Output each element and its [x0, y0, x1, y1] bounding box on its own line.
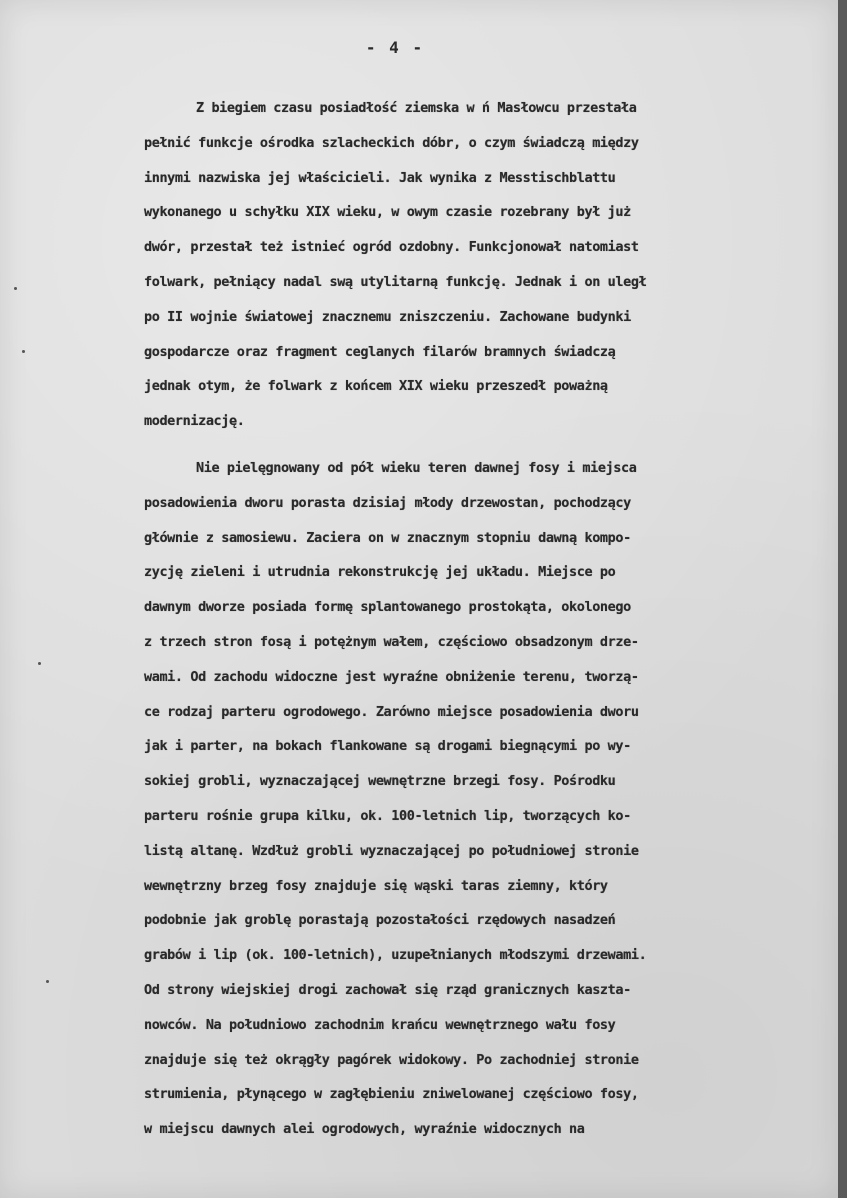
text-line: wewnętrzny brzeg fosy znajduje się wąski taras ziemny, który	[144, 877, 608, 894]
text-line: folwark, pełniący nadal swą utylitarną funkcję. Jednak i on uległ	[144, 273, 647, 290]
paragraph	[144, 98, 824, 446]
paper-speck	[22, 350, 25, 353]
text-line: gospodarcze oraz fragment ceglanych filarów bramnych świadczą	[144, 343, 616, 360]
text-line: innymi nazwiska jej właścicieli. Jak wynika z Messtischblattu	[144, 169, 616, 186]
text-line: znajduje się też okrągły pagórek widokowy. Po zachodniej stronie	[144, 1051, 639, 1068]
text-line: Od strony wiejskiej drogi zachował się rząd granicznych kaszta-	[144, 981, 631, 998]
text-line: wami. Od zachodu widoczne jest wyraźne obniżenie terenu, tworzą-	[144, 668, 639, 685]
paragraph-gap	[144, 446, 824, 458]
text-line: nowców. Na południowo zachodnim krańcu wewnętrznego wału fosy	[144, 1016, 616, 1033]
paragraph	[144, 458, 824, 1154]
text-line: z trzech stron fosą i potężnym wałem, częściowo obsadzonym drze-	[144, 633, 639, 650]
text-line: podobnie jak groblę porastają pozostałości rzędowych nasadzeń	[144, 912, 616, 929]
text-line: grabów i lip (ok. 100-letnich), uzupełnianych młodszymi drzewami.	[144, 947, 647, 964]
document-body	[144, 98, 824, 1154]
text-line: Z biegiem czasu posiadłość ziemska w ń Masłowcu przestała	[196, 100, 637, 116]
text-line: modernizację.	[144, 413, 245, 430]
paper-speck	[14, 287, 17, 290]
text-line: ce rodzaj parteru ogrodowego. Zarówno miejsce posadowienia dworu	[144, 703, 639, 720]
text-line: dawnym dworze posiada formę splantowanego prostokąta, okolonego	[144, 599, 631, 616]
text-line: głównie z samosiewu. Zaciera on w znacznym stopniu dawną kompo-	[144, 529, 631, 546]
scan-edge	[838, 0, 847, 1198]
text-line: listą altanę. Wzdłuż grobli wyznaczającej po południowej stronie	[144, 842, 639, 859]
text-line: wykonanego u schyłku XIX wieku, w owym czasie rozebrany był już	[144, 204, 631, 221]
page-number: - 4 -	[365, 38, 425, 57]
text-line: posadowienia dworu porasta dzisiaj młody drzewostan, pochodzący	[144, 494, 631, 511]
text-line: po II wojnie światowej znacznemu zniszczeniu. Zachowane budynki	[144, 308, 631, 325]
text-line: w miejscu dawnych alei ogrodowych, wyraźnie widocznych na	[144, 1121, 585, 1138]
text-line: jednak otym, że folwark z końcem XIX wieku przeszedł poważną	[144, 378, 608, 395]
text-line: dwór, przestał też istnieć ogród ozdobny. Funkcjonował natomiast	[144, 239, 639, 256]
text-line: parteru rośnie grupa kilku, ok. 100-letnich lip, tworzących ko-	[144, 807, 631, 824]
text-line: pełnić funkcje ośrodka szlacheckich dóbr, o czym świadczą między	[144, 134, 639, 151]
text-line: zycję zieleni i utrudnia rekonstrukcję jej układu. Miejsce po	[144, 564, 616, 581]
text-line: strumienia, płynącego w zagłębieniu zniwelowanej częściowo fosy,	[144, 1086, 639, 1103]
text-line: Nie pielęgnowany od pół wieku teren dawnej fosy i miejsca	[196, 459, 637, 476]
paper-speck	[46, 980, 49, 983]
text-line: sokiej grobli, wyznaczającej wewnętrzne brzegi fosy. Pośrodku	[144, 773, 616, 790]
text-line: jak i parter, na bokach flankowane są drogami biegnącymi po wy-	[144, 738, 631, 755]
paper-speck	[38, 662, 41, 665]
